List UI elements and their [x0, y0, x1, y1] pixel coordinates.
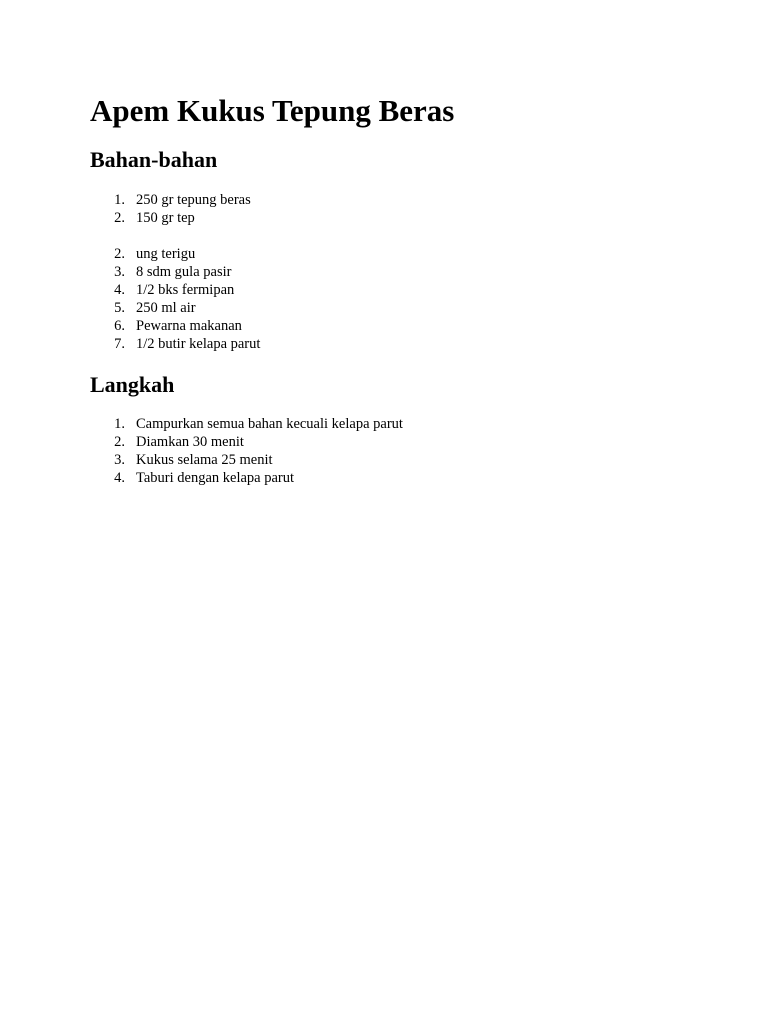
list-item-number: 3.: [114, 452, 125, 468]
list-item-number: 5.: [114, 300, 125, 316]
list-item-text: Kukus selama 25 menit: [136, 452, 273, 468]
list-item-text: Taburi dengan kelapa parut: [136, 470, 295, 486]
page-title: Apem Kukus Tepung Beras: [90, 93, 455, 128]
list-item-number: 7.: [114, 336, 125, 352]
list-item-text: Campurkan semua bahan kecuali kelapa parut: [136, 416, 403, 432]
list-item-text: ung terigu: [136, 246, 196, 262]
list-item-text: 1/2 bks fermipan: [136, 282, 235, 298]
list-item-number: 4.: [114, 282, 125, 298]
list-item-number: 2.: [114, 434, 125, 450]
list-item-number: 3.: [114, 264, 125, 280]
ingredients-heading: Bahan-bahan: [90, 147, 218, 172]
list-item-number: 2.: [114, 210, 125, 226]
steps-heading: Langkah: [90, 372, 175, 397]
list-item-number: 1.: [114, 192, 125, 208]
list-item-number: 4.: [114, 470, 125, 486]
list-item-text: 1/2 butir kelapa parut: [136, 336, 261, 352]
list-item-text: Diamkan 30 menit: [136, 434, 244, 450]
list-item-number: 6.: [114, 318, 125, 334]
list-item-text: Pewarna makanan: [136, 318, 242, 334]
list-item-number: 2.: [114, 246, 125, 262]
list-item-text: 250 gr tepung beras: [136, 192, 251, 208]
list-item-text: 8 sdm gula pasir: [136, 264, 232, 280]
list-item-text: 150 gr tep: [136, 210, 195, 226]
list-item-number: 1.: [114, 416, 125, 432]
list-item-text: 250 ml air: [136, 300, 196, 316]
